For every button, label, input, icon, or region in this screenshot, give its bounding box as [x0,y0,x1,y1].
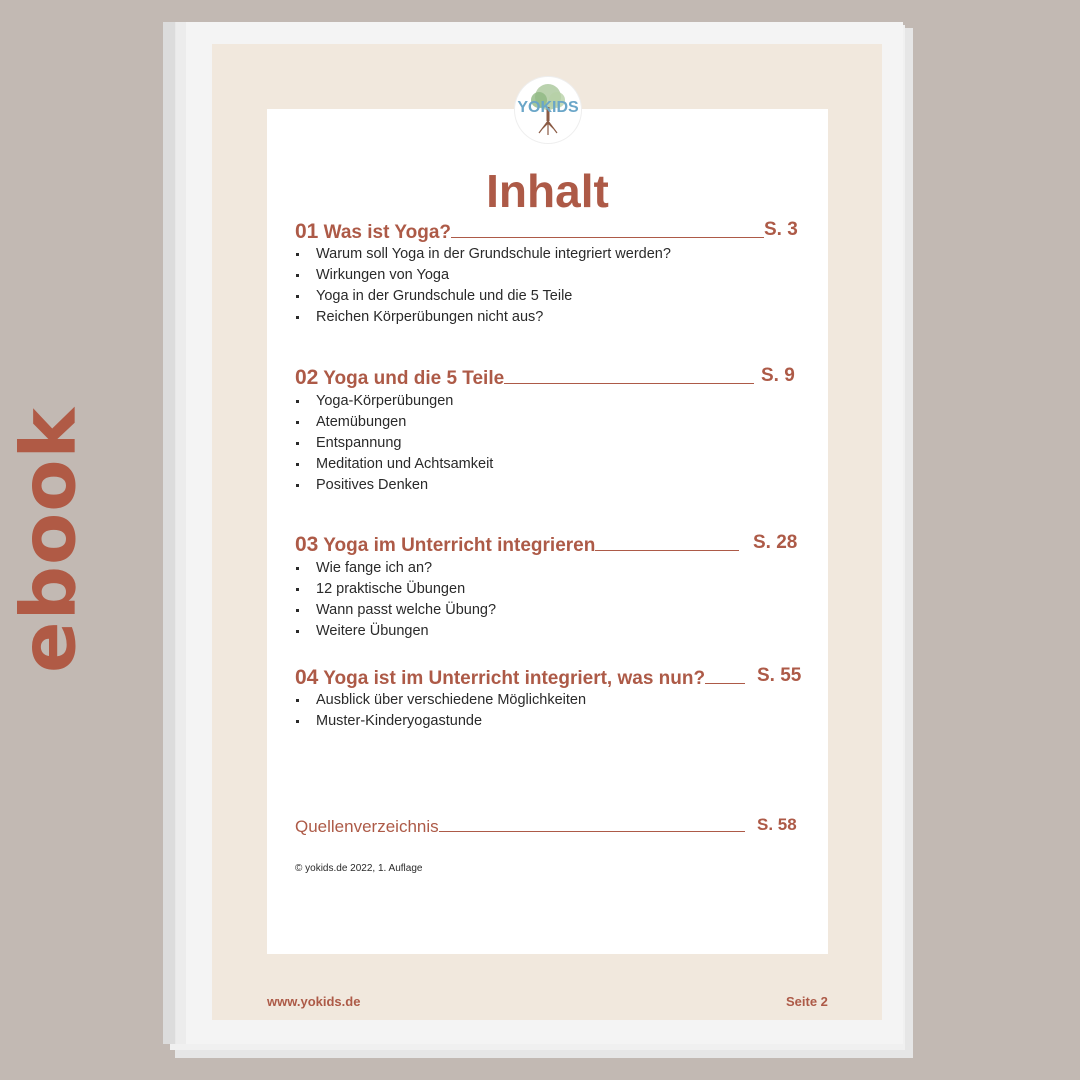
section-01-list [295,244,671,328]
yokids-logo [515,77,581,143]
section-number: 04 [295,666,319,689]
sources-label: Quellenverzeichnis [295,817,439,836]
page-title: Inhalt [486,165,609,217]
content-sheet [267,99,828,954]
section-03-list [295,558,496,642]
section-title: Yoga ist im Unterricht integriert, was nun? [323,668,706,689]
list-item[interactable]: Weitere Übungen [295,621,496,642]
list-item[interactable]: 12 praktische Übungen [295,579,496,600]
logo-text: YOKIDS [517,99,579,116]
list-item[interactable]: Positives Denken [295,475,493,496]
section-number: 01 [295,220,319,243]
leader-line [595,532,739,551]
section-number: 02 [295,366,319,389]
ebook-label-text: ebook [3,407,93,673]
list-item[interactable]: Entspannung [295,433,493,454]
leader-line [705,665,745,684]
list-item[interactable]: Wie fange ich an? [295,558,496,579]
list-item[interactable]: Atemübungen [295,412,493,433]
section-page: S. 28 [753,532,798,553]
footer-website[interactable]: www.yokids.de [267,994,361,1009]
section-page: S. 3 [764,219,798,240]
list-item[interactable]: Muster-Kinderyogastunde [295,711,586,732]
leader-line [504,365,754,384]
section-01-heading[interactable] [295,219,798,245]
section-02-heading[interactable] [295,365,795,391]
section-page: S. 9 [761,365,795,386]
section-title: Yoga im Unterricht integrieren [323,535,596,556]
section-number: 03 [295,533,319,556]
list-item[interactable]: Wann passt welche Übung? [295,600,496,621]
leader-line [451,219,764,238]
section-title: Yoga und die 5 Teile [323,368,505,389]
sources-entry[interactable] [295,815,797,837]
list-item[interactable]: Ausblick über verschiedene Möglichkeiten [295,690,586,711]
section-03-heading[interactable] [295,532,798,558]
section-title: Was ist Yoga? [323,222,452,243]
list-item[interactable]: Yoga in der Grundschule und die 5 Teile [295,286,671,307]
list-item[interactable]: Warum soll Yoga in der Grundschule integriert werden? [295,244,671,265]
list-item[interactable]: Reichen Körperübungen nicht aus? [295,307,671,328]
book-spine-inner [176,22,186,1044]
document-page [212,44,882,1020]
leader-line [439,815,745,832]
section-page: S. 55 [757,665,802,686]
book-spine [163,22,175,1044]
section-02-list [295,391,493,496]
section-04-heading[interactable] [295,665,802,691]
list-item[interactable]: Yoga-Körperübungen [295,391,493,412]
sources-page: S. 58 [757,815,797,834]
section-04-list [295,690,586,732]
list-item[interactable]: Wirkungen von Yoga [295,265,671,286]
footer-page-number: Seite 2 [786,994,828,1009]
list-item[interactable]: Meditation und Achtsamkeit [295,454,493,475]
copyright-note: © yokids.de 2022, 1. Auflage [295,863,423,874]
